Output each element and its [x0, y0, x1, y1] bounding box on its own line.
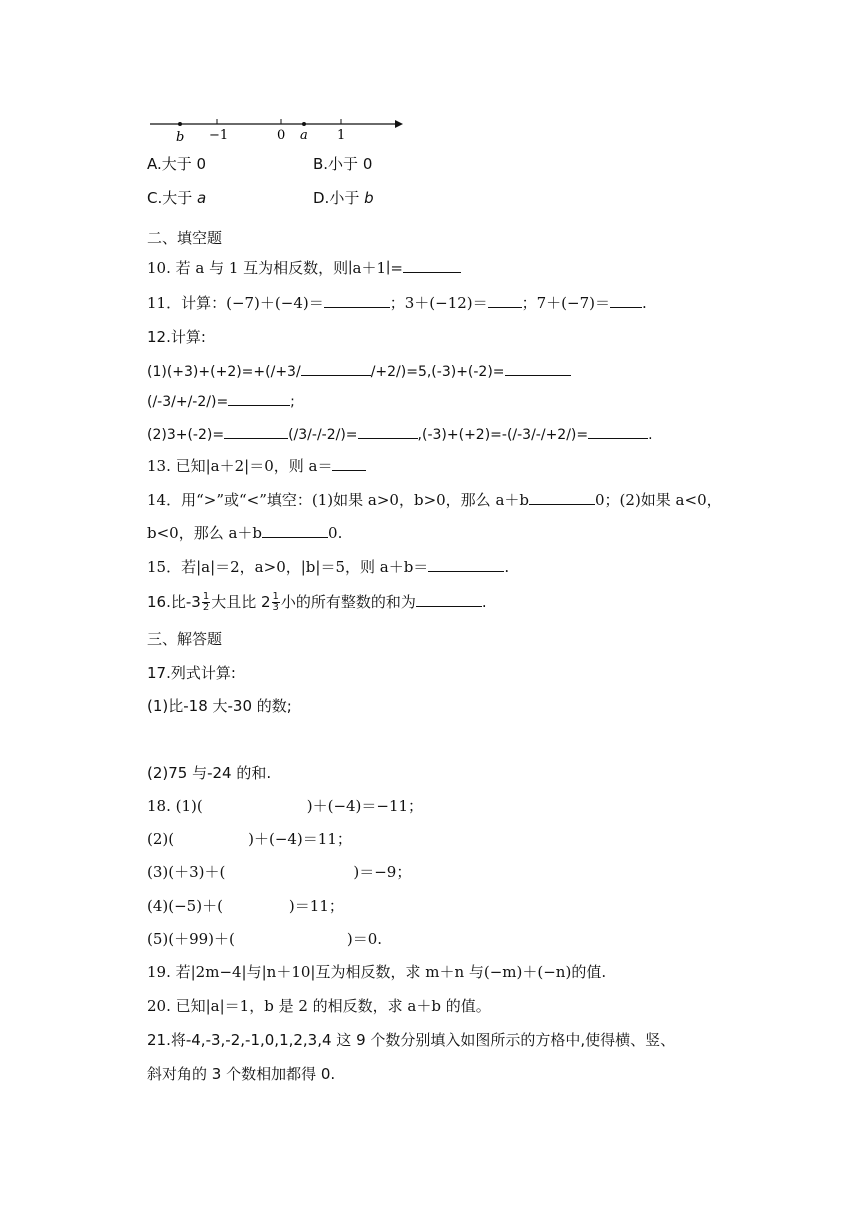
option-d: D.小于 b	[313, 189, 374, 207]
number-line	[145, 112, 410, 146]
answer-blank[interactable]	[262, 523, 328, 538]
question-12-line3: (2)3+(-2)= (/3/-/-2/)= ,(-3)+(+2)=-(/-3/-/+2/)= .	[147, 424, 653, 445]
question-18-line1: 18. (1)( )＋(−4)＝−11；	[147, 797, 424, 815]
fraction-one-third: $\frac{1}{3}$	[272, 591, 279, 613]
option-c: C.大于 a	[147, 189, 207, 207]
option-b: B.小于 0	[313, 155, 373, 173]
answer-blank[interactable]	[588, 424, 648, 439]
question-16: 16.比-3 $\frac{1}{2}$ 大且比 2 $\frac{1}{3}$ 小的所有整数的和为 .	[147, 591, 487, 613]
question-12-line2: (/-3/+/-2/)= ;	[147, 391, 295, 412]
answer-blank[interactable]	[224, 424, 288, 439]
label-a: a	[300, 128, 308, 143]
label-b: b	[176, 130, 185, 145]
answer-blank[interactable]	[610, 293, 642, 308]
question-18-line3: (3)(＋3)＋( )＝−9；	[147, 863, 412, 881]
label-minus-one: −1	[209, 128, 229, 143]
answer-blank[interactable]	[358, 424, 418, 439]
question-14-line2: b<0，那么 a＋b 0.	[147, 524, 343, 542]
point-a	[302, 122, 306, 126]
point-b	[178, 122, 182, 126]
label-zero: 0	[277, 128, 286, 143]
question-12-head: 12.计算:	[147, 328, 206, 346]
answer-blank[interactable]	[403, 258, 461, 273]
question-10: 10. 若 a 与 1 互为相反数，则∣a＋1∣=	[147, 258, 461, 278]
question-18-line5: (5)(＋99)＋( )＝0.	[147, 930, 383, 948]
label-one: 1	[337, 128, 346, 143]
section-heading-answer: 三、解答题	[147, 630, 223, 648]
answer-blank[interactable]	[332, 456, 366, 471]
answer-blank[interactable]	[529, 490, 595, 505]
question-15: 15．若|a|＝2，a>0，|b|＝5，则 a＋b＝ .	[147, 558, 510, 576]
fraction-one-half: $\frac{1}{2}$	[202, 591, 210, 613]
section-heading-fill: 二、填空题	[147, 229, 223, 247]
question-14-line1: 14．用“>”或“<”填空：(1)如果 a>0，b>0，那么 a＋b 0；(2)如果 a<0，	[147, 491, 722, 509]
answer-blank[interactable]	[324, 293, 390, 308]
question-20: 20. 已知|a|＝1，b 是 2 的相反数，求 a＋b 的值。	[147, 997, 491, 1015]
answer-blank[interactable]	[416, 592, 482, 607]
answer-blank[interactable]	[228, 391, 290, 406]
question-21-line2: 斜对角的 3 个数相加都得 0.	[147, 1065, 336, 1083]
option-a: A.大于 0	[147, 155, 207, 173]
question-17-head: 17.列式计算:	[147, 664, 236, 682]
question-12-line1: (1)(+3)+(+2)=+(/+3/ /+2/)=5,(-3)+(-2)=	[147, 361, 571, 382]
question-13: 13. 已知|a＋2|＝0，则 a＝	[147, 456, 366, 476]
question-18-line2: (2)( )＋(−4)＝11；	[147, 830, 352, 848]
question-19: 19. 若|2m−4|与|n＋10|互为相反数，求 m＋n 与(−m)＋(−n)的值.	[147, 963, 607, 981]
axis-arrow-icon	[395, 120, 403, 128]
question-17-part1: (1)比-18 大-30 的数;	[147, 697, 292, 715]
answer-blank[interactable]	[488, 293, 522, 308]
answer-blank[interactable]	[505, 361, 571, 376]
question-18-line4: (4)(−5)＋( )＝11；	[147, 897, 344, 915]
question-17-part2: (2)75 与-24 的和.	[147, 764, 272, 782]
answer-blank[interactable]	[301, 361, 371, 376]
question-11: 11．计算：(−7)＋(−4)＝ ；3＋(−12)＝ ；7＋(−7)＝ .	[147, 294, 647, 312]
answer-blank[interactable]	[428, 557, 504, 572]
question-21-line1: 21.将-4,-3,-2,-1,0,1,2,3,4 这 9 个数分别填入如图所示的方格中,使得横、竖、	[147, 1031, 676, 1049]
